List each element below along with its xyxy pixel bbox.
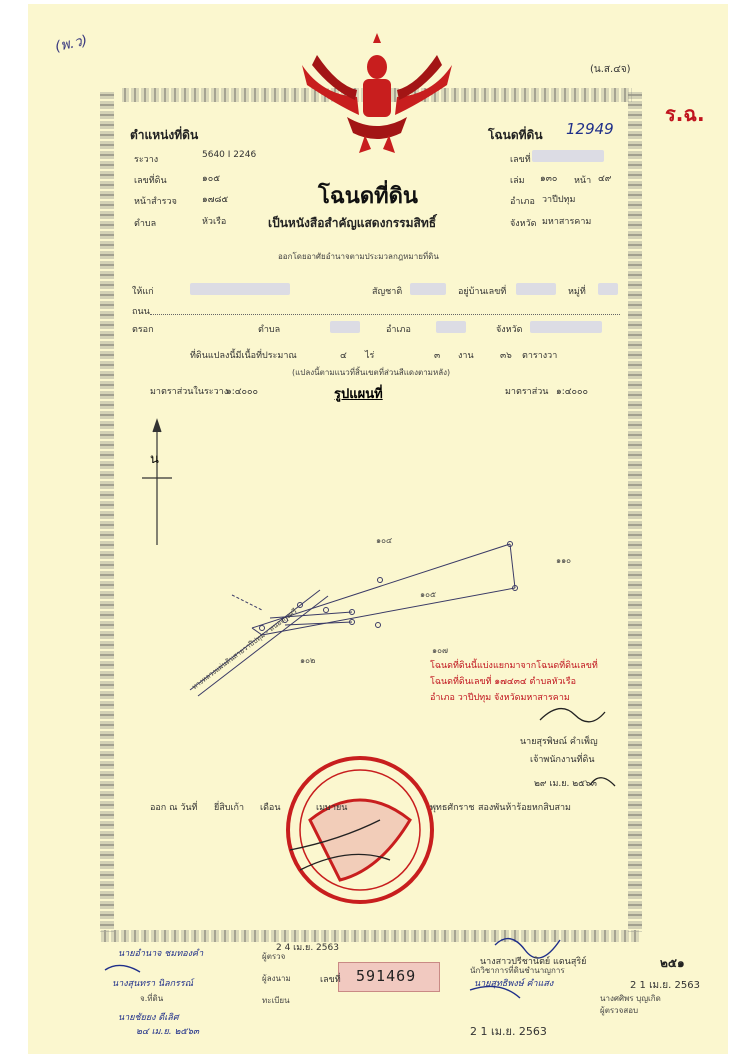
form-code: (น.ส.๔จ) [590,64,631,75]
field-value-parcel: ๑๐๕ [202,174,221,184]
area-ngan-value: ๓ [434,351,441,361]
bottom-left-date-stamp: 2 4 เม.ย. 2563 [276,943,339,953]
alley-label: ตรอก [132,325,154,335]
field-label-district: อำเภอ [510,197,535,207]
deed-heading: โฉนดที่ดิน [488,128,543,142]
bottom-left-sign-name: นางสุนทรา นิลกรรณ์ [112,979,194,989]
redacted-village [598,283,618,295]
red-note-line1: โฉนดที่ดินนี้แบ่งแยกมาจากโฉนดที่ดินเลขที่ [430,661,598,671]
map-label-parcel-105: ๑๐๕ [420,590,437,599]
handwritten-deed-number: 12949 [566,120,614,138]
redacted-owner-district [436,321,466,333]
official-red-seal [288,758,432,902]
red-note-line3: อำเภอ วาปีปทุม จังหวัดมหาสารคาม [430,693,570,703]
field-value-province: มหาสารคาม [542,217,592,227]
redacted-owner [190,283,290,295]
bottom-left-role: จ.ที่ดิน [140,994,164,1003]
col-label-inspector: ผู้ตรวจ [262,952,286,961]
map-label-adjacent-110: ๑๑๐ [556,556,572,565]
area-note: (แปลงนี้ตามแนวที่สิ้นเขตที่ส่วนสีแดงตามหลัง) [292,368,451,377]
bottom-right-name: นางสาวปรีชานิตย์ แดนสุริย์ [480,957,587,967]
house-number-label: อยู่บ้านเลขที่ [458,287,507,297]
field-label-subdistrict: ตำบล [134,219,157,229]
redacted-house-number [516,283,556,295]
village-label: หมู่ที่ [568,287,586,297]
document-title: โฉนดที่ดิน [318,184,418,209]
field-label-survey: หน้าสำรวจ [134,197,177,207]
field-value-sheet: 5640 I 2246 [202,150,257,160]
field-label-volume: เล่ม [510,176,525,186]
col-label-registry: ทะเบียน [262,996,290,1005]
map-title: รูปแผนที่ [334,387,383,402]
bottom-right-sign: นายสุทธิพงษ์ คำแสง [474,979,554,989]
field-label-sheet: ระวาง [134,155,159,165]
bottom-right-sign2: นางศศิพร บุญเกิด [600,994,661,1003]
red-note-line2: โฉนดที่ดินเลขที่ ๑๗๔๓๔ ตำบลหัวเรือ [430,677,576,687]
map-label-adjacent-102: ๑๐๒ [300,656,316,665]
col-label-signer: ผู้ลงนาม [262,974,291,983]
redacted-owner-subdistrict [330,321,360,333]
map-label-adjacent-104: ๑๐๔ [376,536,393,545]
bottom-right-role2: ผู้ตรวจสอบ [600,1006,639,1015]
field-value-page: ๔๙ [598,174,612,184]
bottom-left-sign2: นายชัยยง ดีเลิศ [118,1013,179,1023]
scale-right-value: ๑:๔๐๐๐ [556,387,589,397]
garuda-emblem [302,33,452,153]
document-subtitle: เป็นหนังสือสำคัญแสดงกรรมสิทธิ์ [268,216,437,230]
serial-number: 591469 [356,967,417,985]
bottom-left-name: นายอำนาจ ชมทองคำ [118,949,204,959]
bottom-right-date-stamp: 2 1 เม.ย. 2563 [470,1025,547,1038]
nationality-label: สัญชาติ [372,287,403,297]
road-label: ถนน [132,307,150,317]
border-bottom [100,930,640,942]
area-wa-unit: ตารางวา [522,351,558,361]
issue-month-label: เดือน [260,803,281,813]
corner-handwritten-note: (พ.ว) [53,32,89,56]
field-value-subdistrict: หัวเรือ [202,217,227,227]
owner-label: ให้แก่ [132,287,154,297]
area-ngan-unit: งาน [458,351,474,361]
scale-right-label: มาตราส่วน [505,387,549,397]
bottom-right-role: นักวิชาการที่ดินชำนาญการ [470,966,565,975]
map-label-highway: ทางหลวงแผ่นดินสายวาปีปทุม - หนองกุงศรี [190,607,299,692]
owner-subdistrict-label: ตำบล [258,325,281,335]
redacted-owner-province [530,321,602,333]
document-authority: ออกโดยอาศัยอำนาจตามประมวลกฎหมายที่ดิน [278,252,439,261]
issue-year: สองพันห้าร้อยหกสิบสาม [478,803,571,813]
signatory-name: นายสุรพิษณ์ คำเพ็ญ [520,737,598,747]
issue-year-label: พุทธศักราช [430,803,475,813]
red-mark: ร.ฉ. [665,102,705,126]
field-label-page: หน้า [574,176,592,186]
issue-day: ยี่สิบเก้า [214,803,245,813]
field-label-parcel: เลขที่ดิน [134,176,167,186]
scale-left-label: มาตราส่วนในระวาง [150,387,229,397]
field-label-number: เลขที่ [510,155,531,165]
owner-province-label: จังหวัด [496,325,523,335]
serial-label: เลขที่ [320,975,341,985]
bottom-left-date2: ๒๔ เม.ย. ๒๕๖๓ [136,1027,200,1037]
redacted-number [532,150,604,162]
field-value-district: วาปีปทุม [542,195,576,205]
location-heading: ตำแหน่งที่ดิน [130,128,199,142]
north-label: น [150,452,159,467]
issue-date-stamp: ๒๙ เม.ย. ๒๕๖๓ [534,779,597,789]
scale-left-value: ๑:๔๐๐๐ [226,387,259,397]
area-rai-value: ๔ [340,351,347,361]
road-line [150,314,620,315]
border-left [100,92,114,932]
area-rai-unit: ไร่ [365,351,375,361]
border-right [628,92,642,932]
redacted-nationality [410,283,446,295]
field-value-volume: ๑๓๐ [540,174,558,184]
field-label-province: จังหวัด [510,219,537,229]
issue-prefix: ออก ณ วันที่ [150,803,198,813]
north-arrow [142,420,172,545]
owner-district-label: อำเภอ [386,325,411,335]
bottom-right-number: ๒๕๑ [660,956,685,970]
map-label-adjacent-107: ๑๐๗ [432,646,448,655]
area-wa-value: ๓๖ [500,351,512,361]
field-value-survey: ๑๗๘๕ [202,195,229,205]
signatory-position: เจ้าพนักงานที่ดิน [530,755,595,765]
bottom-right-date-stamp2: 2 1 เม.ย. 2563 [630,980,700,991]
land-parcel-map [190,542,518,697]
area-label: ที่ดินแปลงนี้มีเนื้อที่ประมาณ [190,351,297,361]
issue-month: เมษายน [316,803,348,813]
